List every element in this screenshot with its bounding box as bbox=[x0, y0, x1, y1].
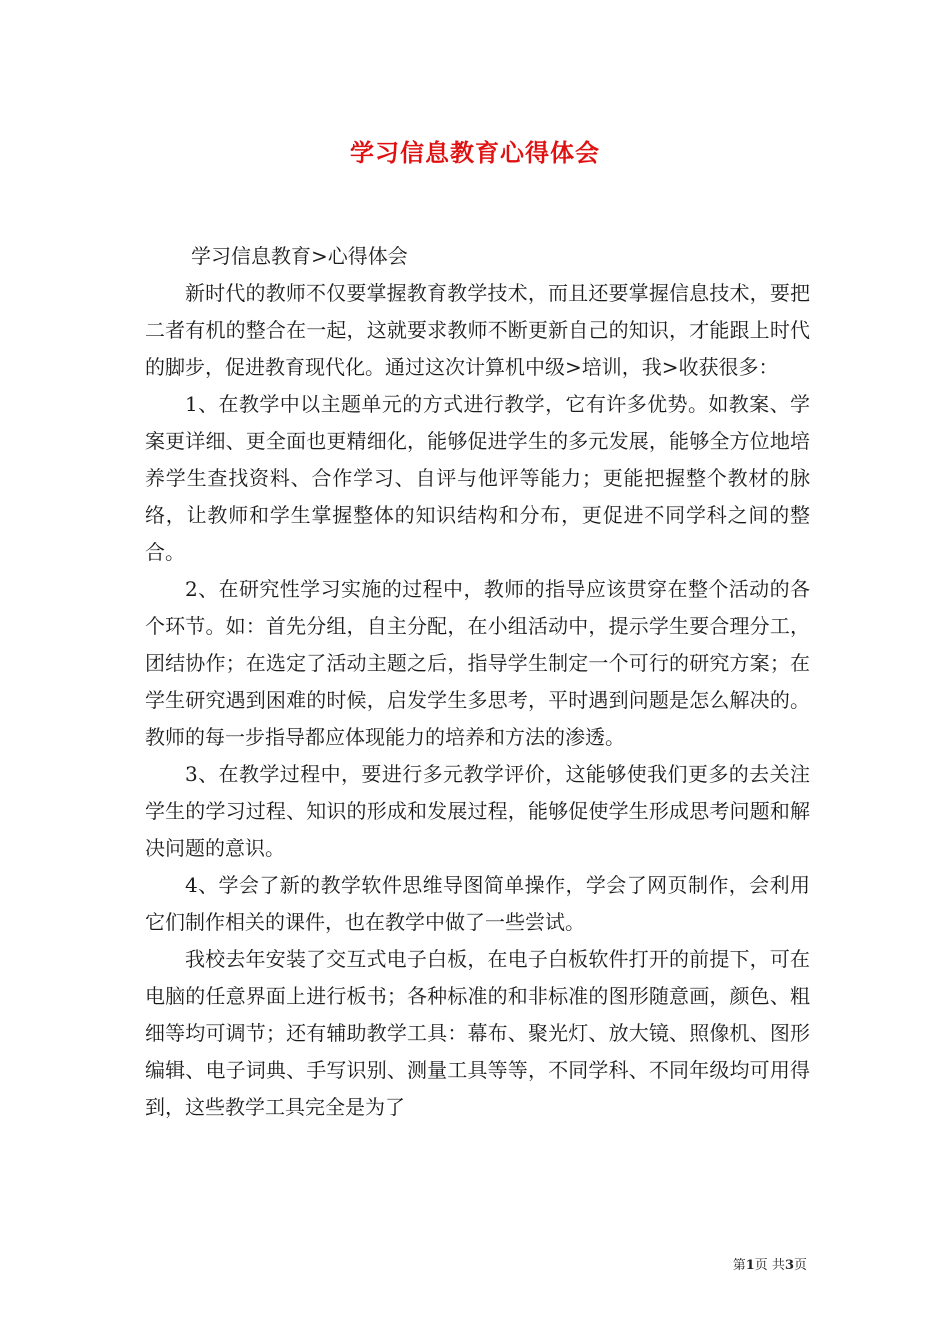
footer-prefix: 第 bbox=[732, 1258, 746, 1273]
footer-middle: 页 共 bbox=[754, 1258, 785, 1273]
footer-suffix: 页 bbox=[793, 1258, 807, 1273]
point-3-paragraph: 3、在教学过程中，要进行多元教学评价，这能够使我们更多的去关注学生的学习过程、知识的形成和发展过程，能够促使学生形成思考问题和解决问题的意识。 bbox=[145, 762, 810, 860]
footer-total-pages: 3 bbox=[784, 1258, 794, 1273]
document-body bbox=[145, 238, 810, 1126]
page-number-footer bbox=[733, 1254, 807, 1273]
footer-current-page: 1 bbox=[745, 1258, 755, 1273]
document-title: 学习信息教育心得体会 bbox=[350, 138, 600, 167]
intro-paragraph: 新时代的教师不仅要掌握教育教学技术，而且还要掌握信息技术，要把二者有机的整合在一起，这就要求教师不断更新自己的知识，才能跟上时代的脚步，促进教育现代化。通过这次计算机中级>培训，我>收获很多： bbox=[145, 281, 810, 379]
point-2-paragraph: 2、在研究性学习实施的过程中，教师的指导应该贯穿在整个活动的各个环节。如：首先分组，自主分配，在小组活动中，提示学生要合理分工，团结协作；在选定了活动主题之后，指导学生制定一个可行的研究方案；在学生研究遇到困难的时候，启发学生多思考，平时遇到问题是怎么解决的。教师的每一步指导都应体现能力的培养和方法的渗透。 bbox=[145, 577, 810, 749]
subtitle-paragraph: 学习信息教育>心得体会 bbox=[191, 244, 408, 268]
point-4-paragraph: 4、学会了新的教学软件思维导图简单操作，学会了网页制作，会利用它们制作相关的课件，也在教学中做了一些尝试。 bbox=[145, 873, 810, 934]
point-1-paragraph: 1、在教学中以主题单元的方式进行教学，它有许多优势。如教案、学案更详细、更全面也更精细化，能够促进学生的多元发展，能够全方位地培养学生查找资料、合作学习、自评与他评等能力；更能把握整个教材的脉络，让教师和学生掌握整体的知识结构和分布，更促进不同学科之间的整合。 bbox=[145, 392, 810, 564]
whiteboard-paragraph: 我校去年安装了交互式电子白板，在电子白板软件打开的前提下，可在电脑的任意界面上进行板书；各种标准的和非标准的图形随意画，颜色、粗细等均可调节；还有辅助教学工具：幕布、聚光灯、放大镜、照像机、图形编辑、电子词典、手写识别、测量工具等等，不同学科、不同年级均可用得到，这些教学工具完全是为了 bbox=[145, 947, 810, 1119]
